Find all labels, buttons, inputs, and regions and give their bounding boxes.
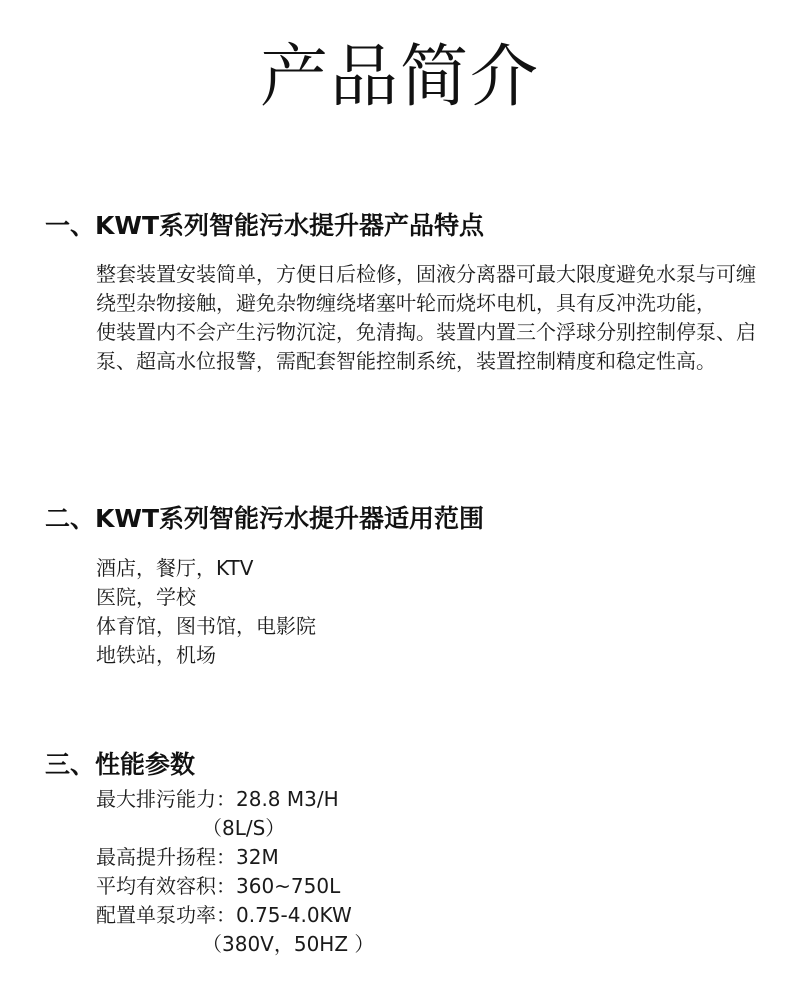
spec-row-max-head [96,843,765,872]
applications-section [45,503,765,670]
application-item: 酒店，餐厅，KTV [96,556,254,580]
features-paragraph: 使装置内不会产生污物沉淀，免清掏。装置内置三个浮球分别控制停泵、启泵、超高水位报警，需配套智能控制系统，装置控制精度和稳定性高。 [96,320,756,373]
page-title: 产品简介 [259,38,540,117]
spec-value: 360~750L [236,874,341,898]
applications-heading: 二、KWT系列智能污水提升器适用范围 [45,504,485,533]
features-body [96,260,765,376]
spec-row-pump-power [96,901,765,930]
spec-extra: （380V，50HZ ） [202,932,375,956]
features-paragraph: 整套装置安装简单，方便日后检修，固液分离器可最大限度避免水泵与可缠绕型杂物接触，避免杂物缠绕堵塞叶轮而烧坏电机，具有反冲洗功能， [96,262,756,315]
spec-label: 配置单泵功率： [96,903,236,927]
application-item: 地铁站，机场 [96,643,216,667]
specs-heading: 三、性能参数 [45,750,196,779]
spec-value: 32M [236,845,279,869]
spec-label: 平均有效容积： [96,874,236,898]
features-section [45,210,765,376]
spec-value: 28.8 M3/H [236,787,339,811]
features-heading: 一、KWT系列智能污水提升器产品特点 [45,211,485,240]
spec-value: 0.75-4.0KW [236,903,352,927]
spec-label: 最大排污能力： [96,787,236,811]
spec-row-effective-volume [96,872,765,901]
spec-label: 最高提升扬程： [96,845,236,869]
applications-list [96,554,765,670]
specs-list [96,785,765,959]
application-item: 医院，学校 [96,585,196,609]
application-item: 体育馆，图书馆，电影院 [96,614,316,638]
specs-section [45,749,765,959]
spec-extra: （8L/S） [202,816,286,840]
spec-row-max-discharge [96,785,765,814]
